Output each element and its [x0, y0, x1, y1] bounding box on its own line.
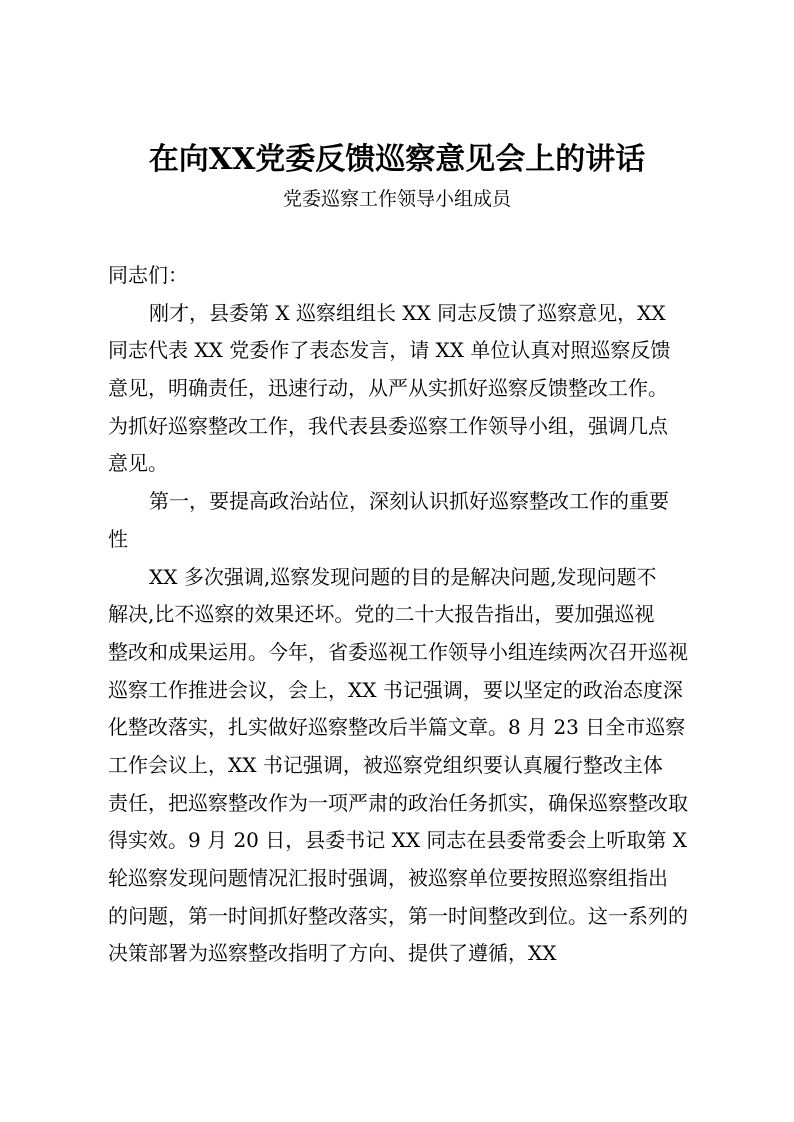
- text-line: 第一，要提高政治站位，深刻认识抓好巡察整改工作的重要: [149, 489, 669, 514]
- text-line: 轮巡察发现问题情况汇报时强调，被巡察单位要按照巡察组指出: [108, 866, 668, 890]
- text-line: 意见。: [108, 451, 168, 476]
- text-line: 巡察工作推进会议，会上，XX 书记强调，要以坚定的政治态度深: [108, 677, 683, 702]
- text-line: 为抓好巡察整改工作，我代表县委巡察工作领导小组，强调几点: [108, 413, 668, 438]
- text-line: 得实效。9 月 20 日，县委书记 XX 同志在县委常委会上听取第 X: [108, 828, 688, 853]
- text-line: 责任，把巡察整改作为一项严肃的政治任务抓实，确保巡察整改取: [108, 790, 688, 815]
- document-subtitle: 党委巡察工作领导小组成员: [282, 188, 511, 210]
- text-line: 化整改落实，扎实做好巡察整改后半篇文章。8 月 23 日全市巡察: [108, 715, 686, 740]
- text-line: 同志们：: [108, 263, 188, 287]
- text-line: 的问题，第一时间抓好整改落实，第一时间整改到位。这一系列的: [108, 903, 688, 928]
- document-body: [108, 257, 708, 973]
- text-line: 整改和成果运用。今年，省委巡视工作领导小组连续两次召开巡视: [108, 639, 688, 664]
- text-line: 同志代表 XX 党委作了表态发言，请 XX 单位认真对照巡察反馈: [108, 338, 671, 363]
- text-line: 性: [108, 526, 128, 551]
- text-line: XX 多次强调,巡察发现问题的目的是解决问题,发现问题不: [149, 564, 657, 589]
- document-title: 在向XX党委反馈巡察意见会上的讲话: [148, 142, 646, 177]
- text-line: 工作会议上，XX 书记强调，被巡察党组织要认真履行整改主体: [108, 752, 663, 777]
- text-line: 刚才，县委第 X 巡察组组长 XX 同志反馈了巡察意见，XX: [149, 300, 666, 325]
- text-line: 意见，明确责任，迅速行动，从严从实抓好巡察反馈整改工作。: [108, 376, 668, 401]
- text-line: 决策部署为巡察整改指明了方向、提供了遵循，XX: [108, 941, 557, 966]
- text-line: 解决,比不巡察的效果还坏。党的二十大报告指出，要加强巡视: [108, 602, 655, 627]
